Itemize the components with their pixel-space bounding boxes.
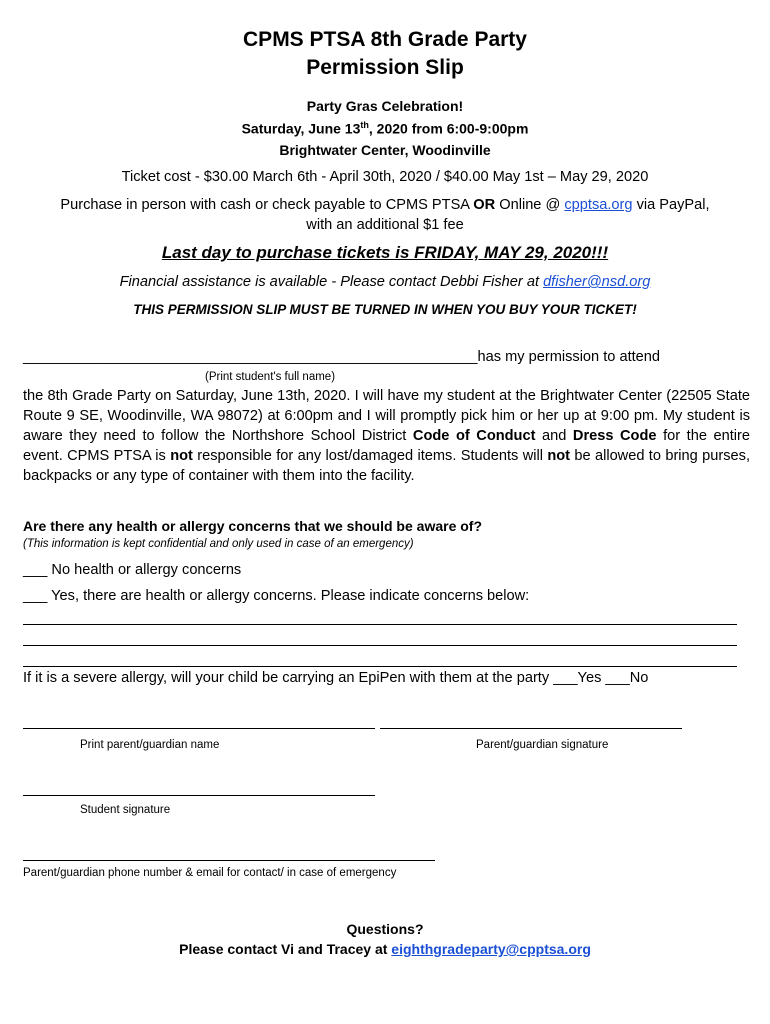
permission-line: ________________________________________________________has my permission to attend [23,349,661,365]
page-subtitle: Permission Slip [306,56,464,79]
parent-name-line[interactable] [23,728,375,729]
parent-name-label: Print parent/guardian name [80,739,220,751]
health-note: (This information is kept confidential and only used in case of an emergency) [23,538,414,550]
concerns-line-2[interactable] [23,645,737,646]
no-concerns-blank[interactable]: ___ [23,562,48,578]
option-yes-concerns: ___ Yes, there are health or allergy concerns. Please indicate concerns below: [23,588,530,604]
financial-assistance: Financial assistance is available - Please contact Debbi Fisher at dfisher@nsd.org [119,274,651,290]
permission-paragraph: the 8th Grade Party on Saturday, June 13th, 2020. I will have my student at the Brightwater Center (22505 State Route 9 SE, Woodinville, WA 98072) at 6:00pm and I will promptly pick him or her up at 9:00 pm. My student is aware they need to follow the Northshore School District Code of Conduct and Dress Code for the entire event. CPMS PTSA is not responsible for any lost/damaged items. Students will not be allowed to bring purses, backpacks or any type of container with them into the facility. [23,388,750,484]
questions-heading: Questions? [346,921,424,937]
event-date: Saturday, June 13th, 2020 from 6:00-9:00pm [241,120,529,137]
ticket-cost: Ticket cost - $30.00 March 6th - April 30th, 2020 / $40.00 May 1st – May 29, 2020 [121,169,649,185]
questions-contact: Please contact Vi and Tracey at eighthgradeparty@cpptsa.org [179,941,591,957]
last-day-notice: Last day to purchase tickets is FRIDAY, MAY 29, 2020!!! [161,243,609,262]
concerns-line-3[interactable] [23,666,737,667]
purchase-info: Purchase in person with cash or check payable to CPMS PTSA OR Online @ cpptsa.org via PayPal, [60,197,710,213]
epipen-question: If it is a severe allergy, will your child be carrying an EpiPen with them at the party ___Yes ___No [23,670,649,686]
yes-concerns-blank[interactable]: ___ [23,588,48,604]
parent-signature-label: Parent/guardian signature [476,739,609,751]
print-student-label: (Print student's full name) [205,371,336,383]
permission-notice: THIS PERMISSION SLIP MUST BE TURNED IN WHEN YOU BUY YOUR TICKET! [133,302,637,317]
contact-label: Parent/guardian phone number & email for contact/ in case of emergency [23,867,397,879]
student-name-blank[interactable]: ________________________________________________________ [23,349,478,365]
event-name: Party Gras Celebration! [306,98,464,114]
cpptsa-link[interactable]: cpptsa.org [564,197,633,213]
health-question: Are there any health or allergy concerns that we should be aware of? [23,518,483,534]
purchase-fee: with an additional $1 fee [306,217,464,233]
concerns-line-1[interactable] [23,624,737,625]
parent-signature-line[interactable] [380,728,682,729]
student-signature-line[interactable] [23,795,375,796]
student-signature-label: Student signature [80,804,171,816]
event-location: Brightwater Center, Woodinville [279,142,491,158]
party-email-link[interactable]: eighthgradeparty@cpptsa.org [391,941,591,957]
page-title: CPMS PTSA 8th Grade Party [243,28,527,51]
financial-email-link[interactable]: dfisher@nsd.org [543,274,651,290]
option-no-concerns: ___ No health or allergy concerns [23,562,242,578]
contact-line[interactable] [23,860,435,861]
